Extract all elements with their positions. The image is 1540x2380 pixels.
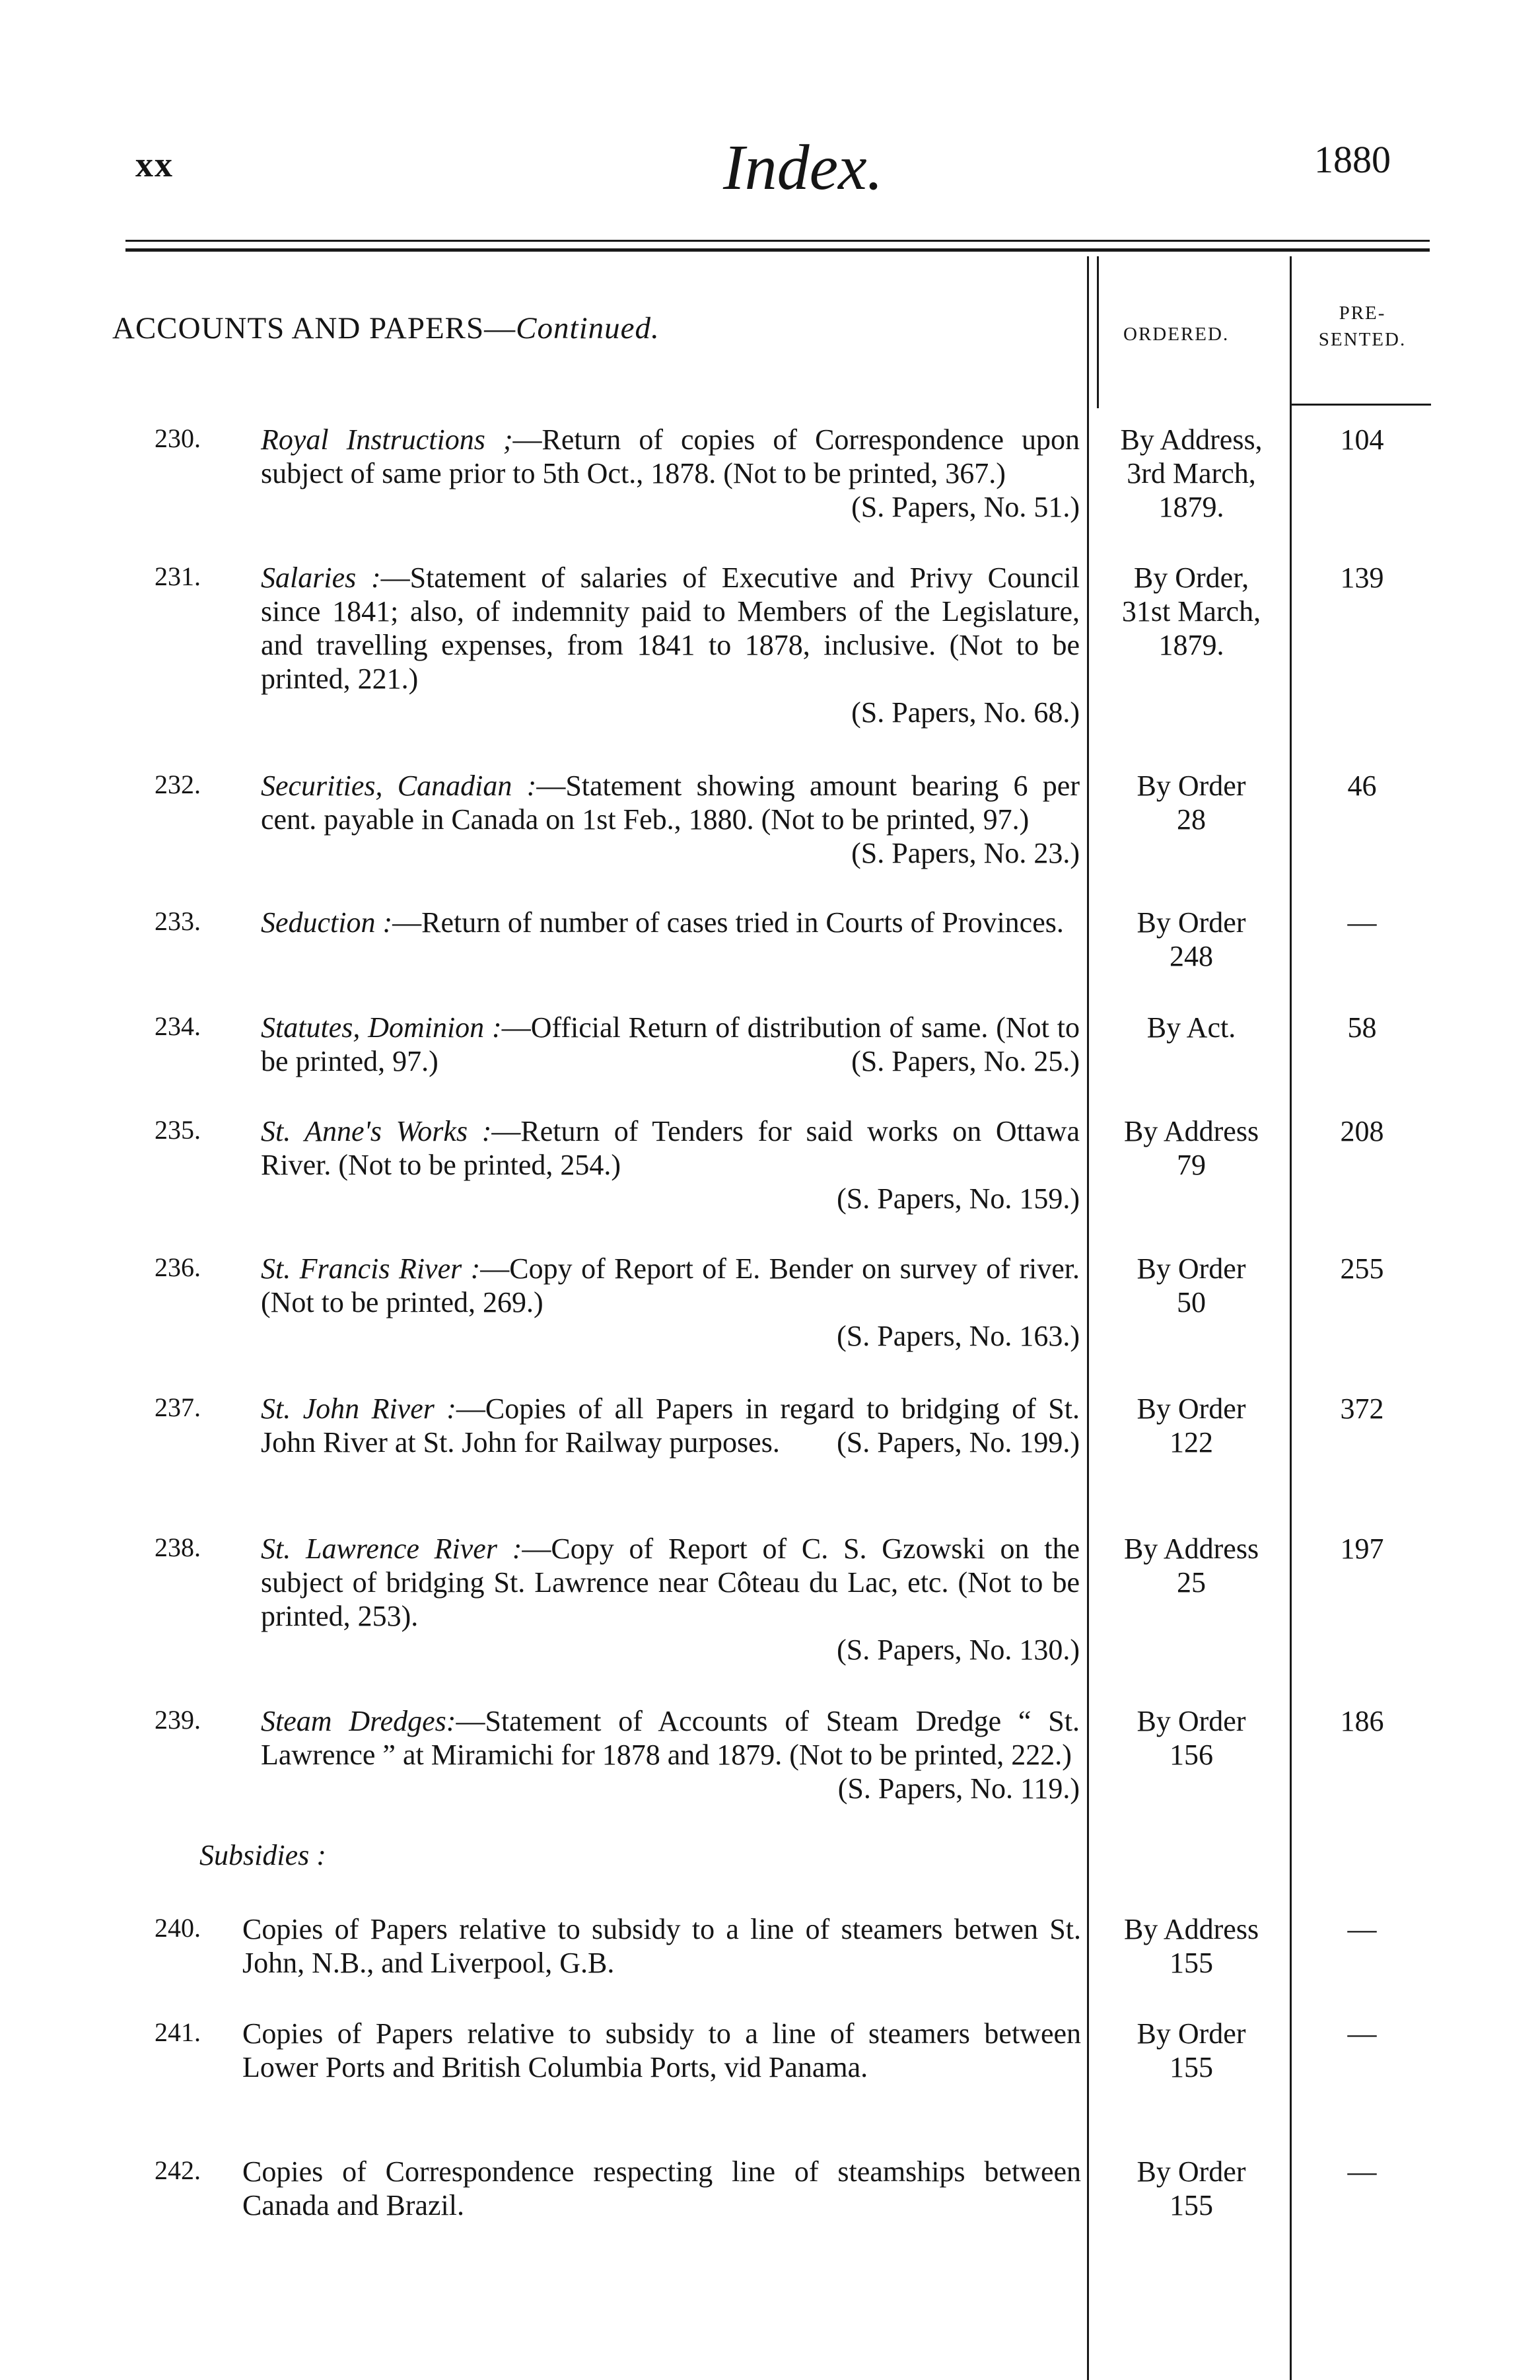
entry-presented: 372 xyxy=(1340,1392,1384,1425)
entry-body xyxy=(261,1114,1080,1215)
entry-sessional-ref: (S. Papers, No. 68.) xyxy=(851,696,1080,729)
section-continued: Continued. xyxy=(516,311,660,345)
ordered-line1: By Address xyxy=(1123,1115,1259,1147)
page-year: 1880 xyxy=(1314,138,1391,181)
entry-sessional-ref: (S. Papers, No. 130.) xyxy=(837,1634,1080,1666)
subsidies-heading: Subsidies : xyxy=(199,1839,326,1871)
entry-body xyxy=(261,1532,1080,1667)
entry-presented: 58 xyxy=(1347,1011,1377,1044)
entry-text: Copies of Papers relative to subsidy to a line of steamers betwen St. John, N.B., and Liverpool, G.B. xyxy=(242,1913,1081,1979)
entry-presented: 104 xyxy=(1340,423,1384,456)
entry-ordered xyxy=(1095,906,1288,973)
column-header-presented-line2: SENTED. xyxy=(1318,329,1407,350)
section-title xyxy=(112,310,660,346)
entry-body xyxy=(242,1912,1081,1980)
entry-number: 242. xyxy=(155,2155,201,2185)
entry-number: 235. xyxy=(155,1115,201,1145)
entry-body xyxy=(261,423,1080,524)
column-header-presented-line1: PRE- xyxy=(1339,303,1386,324)
ordered-line1: By Act. xyxy=(1146,1011,1236,1044)
entry-number: 232. xyxy=(155,770,201,799)
entry-subject: St. Anne's Works : xyxy=(261,1115,492,1147)
entry-subject: Statutes, Dominion : xyxy=(261,1011,502,1044)
entry-presented: 208 xyxy=(1340,1115,1384,1147)
entry-ordered xyxy=(1095,561,1288,662)
entry-body xyxy=(261,906,1080,939)
entry-ordered xyxy=(1095,1114,1288,1182)
ordered-line1: By Order xyxy=(1137,1392,1246,1425)
entry-subject: Royal Instructions ; xyxy=(261,423,513,456)
entry-presented: 46 xyxy=(1347,770,1377,802)
ordered-line2: 25 xyxy=(1177,1566,1206,1599)
entry-number: 238. xyxy=(155,1533,201,1562)
entry-number: 236. xyxy=(155,1252,201,1282)
entry-presented: — xyxy=(1347,906,1377,939)
entry-sessional-ref: (S. Papers, No. 159.) xyxy=(837,1182,1080,1215)
entry-body xyxy=(261,561,1080,729)
entry-presented: 197 xyxy=(1340,1533,1384,1565)
entry-text: —Official Return of distribution of same. (Not to be printed, 97.) xyxy=(261,1011,1080,1077)
header-rule-thin xyxy=(125,240,1430,242)
entry-body xyxy=(261,1011,1080,1078)
ordered-line1: By Address, xyxy=(1120,423,1263,456)
column-divider-ordered-double xyxy=(1097,256,1099,408)
entry-presented: — xyxy=(1347,2017,1377,2050)
entry-text: Copies of Correspondence respecting line of steamships between Canada and Brazil. xyxy=(242,2155,1081,2221)
ordered-line2: 79 xyxy=(1177,1149,1206,1181)
entry-subject: Seduction : xyxy=(261,906,393,939)
entry-subject: Salaries : xyxy=(261,561,381,594)
entry-ordered xyxy=(1095,423,1288,524)
ordered-line2: 50 xyxy=(1177,1286,1206,1318)
entry-number: 230. xyxy=(155,423,201,453)
column-divider-presented xyxy=(1290,256,1292,2380)
entry-text: —Return of number of cases tried in Courts of Provinces. xyxy=(392,906,1064,939)
page-number-roman: xx xyxy=(135,145,174,184)
entry-ordered xyxy=(1095,2017,1288,2084)
entry-ordered xyxy=(1095,1912,1288,1980)
entry-presented: — xyxy=(1347,1913,1377,1945)
entry-subject: St. Francis River : xyxy=(261,1252,481,1285)
entry-subject: Securities, Canadian : xyxy=(261,770,537,802)
ordered-line2: 155 xyxy=(1170,2189,1213,2221)
entry-sessional-ref: (S. Papers, No. 51.) xyxy=(851,491,1080,523)
section-title-text: ACCOUNTS AND PAPERS— xyxy=(112,311,516,345)
column-header-presented xyxy=(1293,300,1432,353)
entry-subject: Steam Dredges: xyxy=(261,1705,456,1737)
column-header-ordered: ORDERED. xyxy=(1123,324,1230,345)
entry-body xyxy=(242,2017,1081,2084)
entry-sessional-ref: (S. Papers, No. 199.) xyxy=(837,1426,1080,1459)
entry-number: 239. xyxy=(155,1705,201,1735)
presented-header-rule xyxy=(1291,404,1431,406)
entry-number: 240. xyxy=(155,1913,201,1943)
entry-ordered xyxy=(1095,1532,1288,1599)
entry-presented: — xyxy=(1347,2155,1377,2188)
entry-number: 234. xyxy=(155,1011,201,1041)
ordered-line2: 28 xyxy=(1177,803,1206,836)
header-rule-thick xyxy=(125,248,1430,252)
entry-sessional-ref: (S. Papers, No. 23.) xyxy=(851,837,1080,869)
entry-text: Copies of Papers relative to subsidy to a line of steamers between Lower Ports and British Columbia Ports, vid Panama. xyxy=(242,2017,1081,2083)
entry-text: —Copy of Report of C. S. Gzowski on the subject of bridging St. Lawrence near Côteau du Lac, etc. (Not to be printed, 253). xyxy=(261,1533,1080,1632)
ordered-line2: 155 xyxy=(1170,2051,1213,2083)
ordered-line2: 31st March, xyxy=(1121,595,1261,628)
entry-text: —Statement of Accounts of Steam Dredge “ St. Lawrence ” at Miramichi for 1878 and 1879. (Not to be printed, 222.) xyxy=(261,1705,1080,1771)
ordered-line1: By Order xyxy=(1137,1252,1246,1285)
ordered-line2: 3rd March, xyxy=(1127,457,1256,489)
entry-text: —Return of Tenders for said works on Ottawa River. (Not to be printed, 254.) xyxy=(261,1115,1080,1181)
ordered-line1: By Address xyxy=(1123,1533,1259,1565)
column-divider-ordered xyxy=(1087,256,1089,2380)
ordered-line1: By Order, xyxy=(1133,561,1249,594)
entry-ordered xyxy=(1095,1011,1288,1044)
entry-text: —Statement of salaries of Executive and Privy Council since 1841; also, of indemnity paid to Members of the Legislature, and travelling expenses, from 1841 to 1878, inclusive. (Not to be printed, 221.) xyxy=(261,561,1080,695)
entry-ordered xyxy=(1095,1704,1288,1772)
entry-text: —Statement showing amount bearing 6 per cent. payable in Canada on 1st Feb., 1880. (Not to be printed, 97.) xyxy=(261,770,1080,836)
entry-body xyxy=(261,1392,1080,1459)
entry-sessional-ref: (S. Papers, No. 119.) xyxy=(837,1772,1080,1805)
entry-body xyxy=(261,769,1080,870)
entry-subject: St. Lawrence River : xyxy=(261,1533,522,1565)
entry-number: 231. xyxy=(155,561,201,591)
entry-presented: 139 xyxy=(1340,561,1384,594)
entry-number: 237. xyxy=(155,1392,201,1422)
entry-body xyxy=(242,2155,1081,2222)
entry-presented: 186 xyxy=(1340,1705,1384,1737)
entry-sessional-ref: (S. Papers, No. 163.) xyxy=(837,1320,1080,1352)
entry-ordered xyxy=(1095,769,1288,836)
ordered-line2: 156 xyxy=(1170,1739,1213,1771)
entry-subject: St. John River : xyxy=(261,1392,456,1425)
ordered-line1: By Address xyxy=(1123,1913,1259,1945)
entry-text: —Return of copies of Correspondence upon subject of same prior to 5th Oct., 1878. (Not to be printed, 367.) xyxy=(261,423,1080,489)
entry-presented: 255 xyxy=(1340,1252,1384,1285)
ordered-line1: By Order xyxy=(1137,2155,1246,2188)
entry-number: 233. xyxy=(155,906,201,936)
ordered-line3: 1879. xyxy=(1158,491,1224,523)
ordered-line3: 1879. xyxy=(1158,629,1224,661)
ordered-line1: By Order xyxy=(1137,770,1246,802)
entry-ordered xyxy=(1095,1392,1288,1459)
entry-ordered xyxy=(1095,2155,1288,2222)
ordered-line2: 155 xyxy=(1170,1947,1213,1979)
ordered-line2: 122 xyxy=(1170,1426,1213,1459)
ordered-line2: 248 xyxy=(1170,940,1213,972)
entry-text: —Copies of all Papers in regard to bridging of St. John River at St. John for Railway purposes. xyxy=(261,1392,1080,1459)
entry-body xyxy=(261,1252,1080,1353)
ordered-line1: By Order xyxy=(1137,2017,1246,2050)
entry-sessional-ref: (S. Papers, No. 25.) xyxy=(851,1045,1080,1077)
entry-body xyxy=(261,1704,1080,1805)
entry-number: 241. xyxy=(155,2017,201,2047)
entry-text: —Copy of Report of E. Bender on survey of river. (Not to be printed, 269.) xyxy=(261,1252,1080,1318)
ordered-line1: By Order xyxy=(1137,906,1246,939)
page-title: Index. xyxy=(723,132,884,203)
ordered-line1: By Order xyxy=(1137,1705,1246,1737)
entry-ordered xyxy=(1095,1252,1288,1319)
